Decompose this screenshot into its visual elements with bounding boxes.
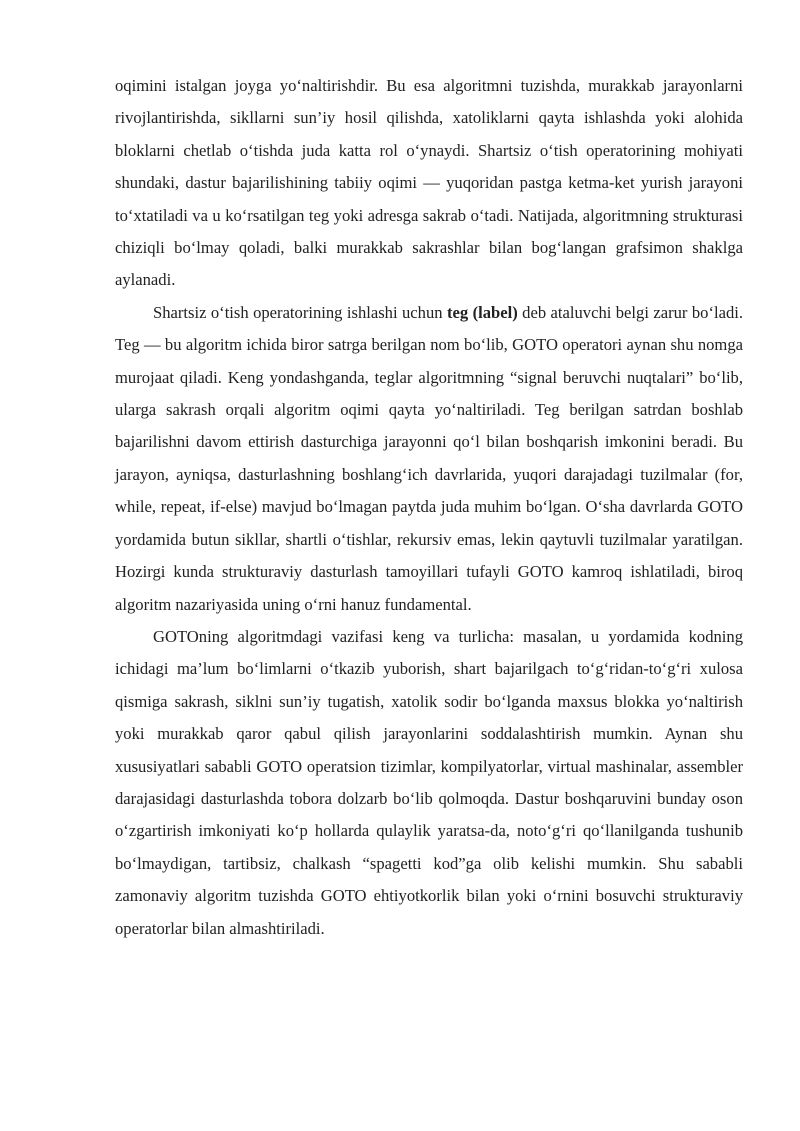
paragraph-text-after-bold: deb ataluvchi belgi zarur bo‘ladi. Teg — bu algoritm ichida biror satrga berilgan nom bo‘lib, GOTO operatori aynan shu nomga murojaat qiladi. Keng yondashganda, teglar algoritmning “signal beruvchi nuqtalari” bo‘lib, ularga sakrash orqali algoritm oqimi qayta yo‘naltiriladi. Teg berilgan satrdan boshlab bajarilishni davom ettirish dasturchiga jarayonni qo‘l bilan boshqarish imkonini beradi. Bu jarayon, ayniqsa, dasturlashning boshlang‘ich davrlarida, yuqori darajadagi tuzilmalar (for, while, repeat, if-else) mavjud bo‘lmagan paytda juda muhim bo‘lgan. O‘sha davrlarda GOTO yordamida butun sikllar, shartli o‘tishlar, rekursiv emas, lekin qaytuvli tuzilmalar yaratilgan. Hozirgi kunda strukturaviy dasturlash tamoyillari tufayli GOTO kamroq ishlatiladi, biroq algoritm nazariyasida uning o‘rni hanuz fundamental. [115,302,743,614]
document-page [115,70,743,945]
paragraph-continuation: oqimini istalgan joyga yo‘naltirishdir. Bu esa algoritmni tuzishda, murakkab jarayonlarni rivojlantirishda, sikllarni sun’iy hosil qilishda, xatoliklarni qayta ishlashda yoki alohida bloklarni chetlab o‘tishda juda katta rol o‘ynaydi. Shartsiz o‘tish operatorining mohiyati shundaki, dastur bajarilishining tabiiy oqimi — yuqoridan pastga ketma-ket yurish jarayoni to‘xtatiladi va u ko‘rsatilgan teg yoki adresga sakrab o‘tadi. Natijada, algoritmning strukturasi chiziqli bo‘lmay qoladi, balki murakkab sakrashlar bilan bog‘langan grafsimon shaklga aylanadi. [115,76,743,290]
paragraph-label-definition [115,297,743,621]
paragraph-goto-role: GOTOning algoritmdagi vazifasi keng va turlicha: masalan, u yordamida kodning ichidagi ma’lum bo‘limlarni o‘tkazib yuborish, shart bajarilgach to‘g‘ridan-to‘g‘ri xulosa qismiga sakrash, siklni sun’iy tugatish, xatolik sodir bo‘lganda maxsus blokka yo‘naltirish yoki murakkab qaror qabul qilish jarayonlarini soddalashtirish mumkin. Aynan shu xususiyatlari sababli GOTO operatsion tizimlar, kompilyatorlar, virtual mashinalar, assembler darajasidagi dasturlashda tobora dolzarb bo‘lib qolmoqda. Dastur boshqaruvini bunday oson o‘zgartirish imkoniyati ko‘p hollarda qulaylik yaratsa-da, noto‘g‘ri qo‘llanilganda tushunib bo‘lmaydigan, tartibsiz, chalkash “spagetti kod”ga olib kelishi mumkin. Shu sababli zamonaviy algoritm tuzishda GOTO ehtiyotkorlik bilan yoki o‘rnini bosuvchi strukturaviy operatorlar bilan almashtiriladi. [115,626,743,938]
bold-term-label: teg (label) [446,302,518,322]
paragraph-text-before-bold: Shartsiz o‘tish operatorining ishlashi uchun [153,302,447,322]
